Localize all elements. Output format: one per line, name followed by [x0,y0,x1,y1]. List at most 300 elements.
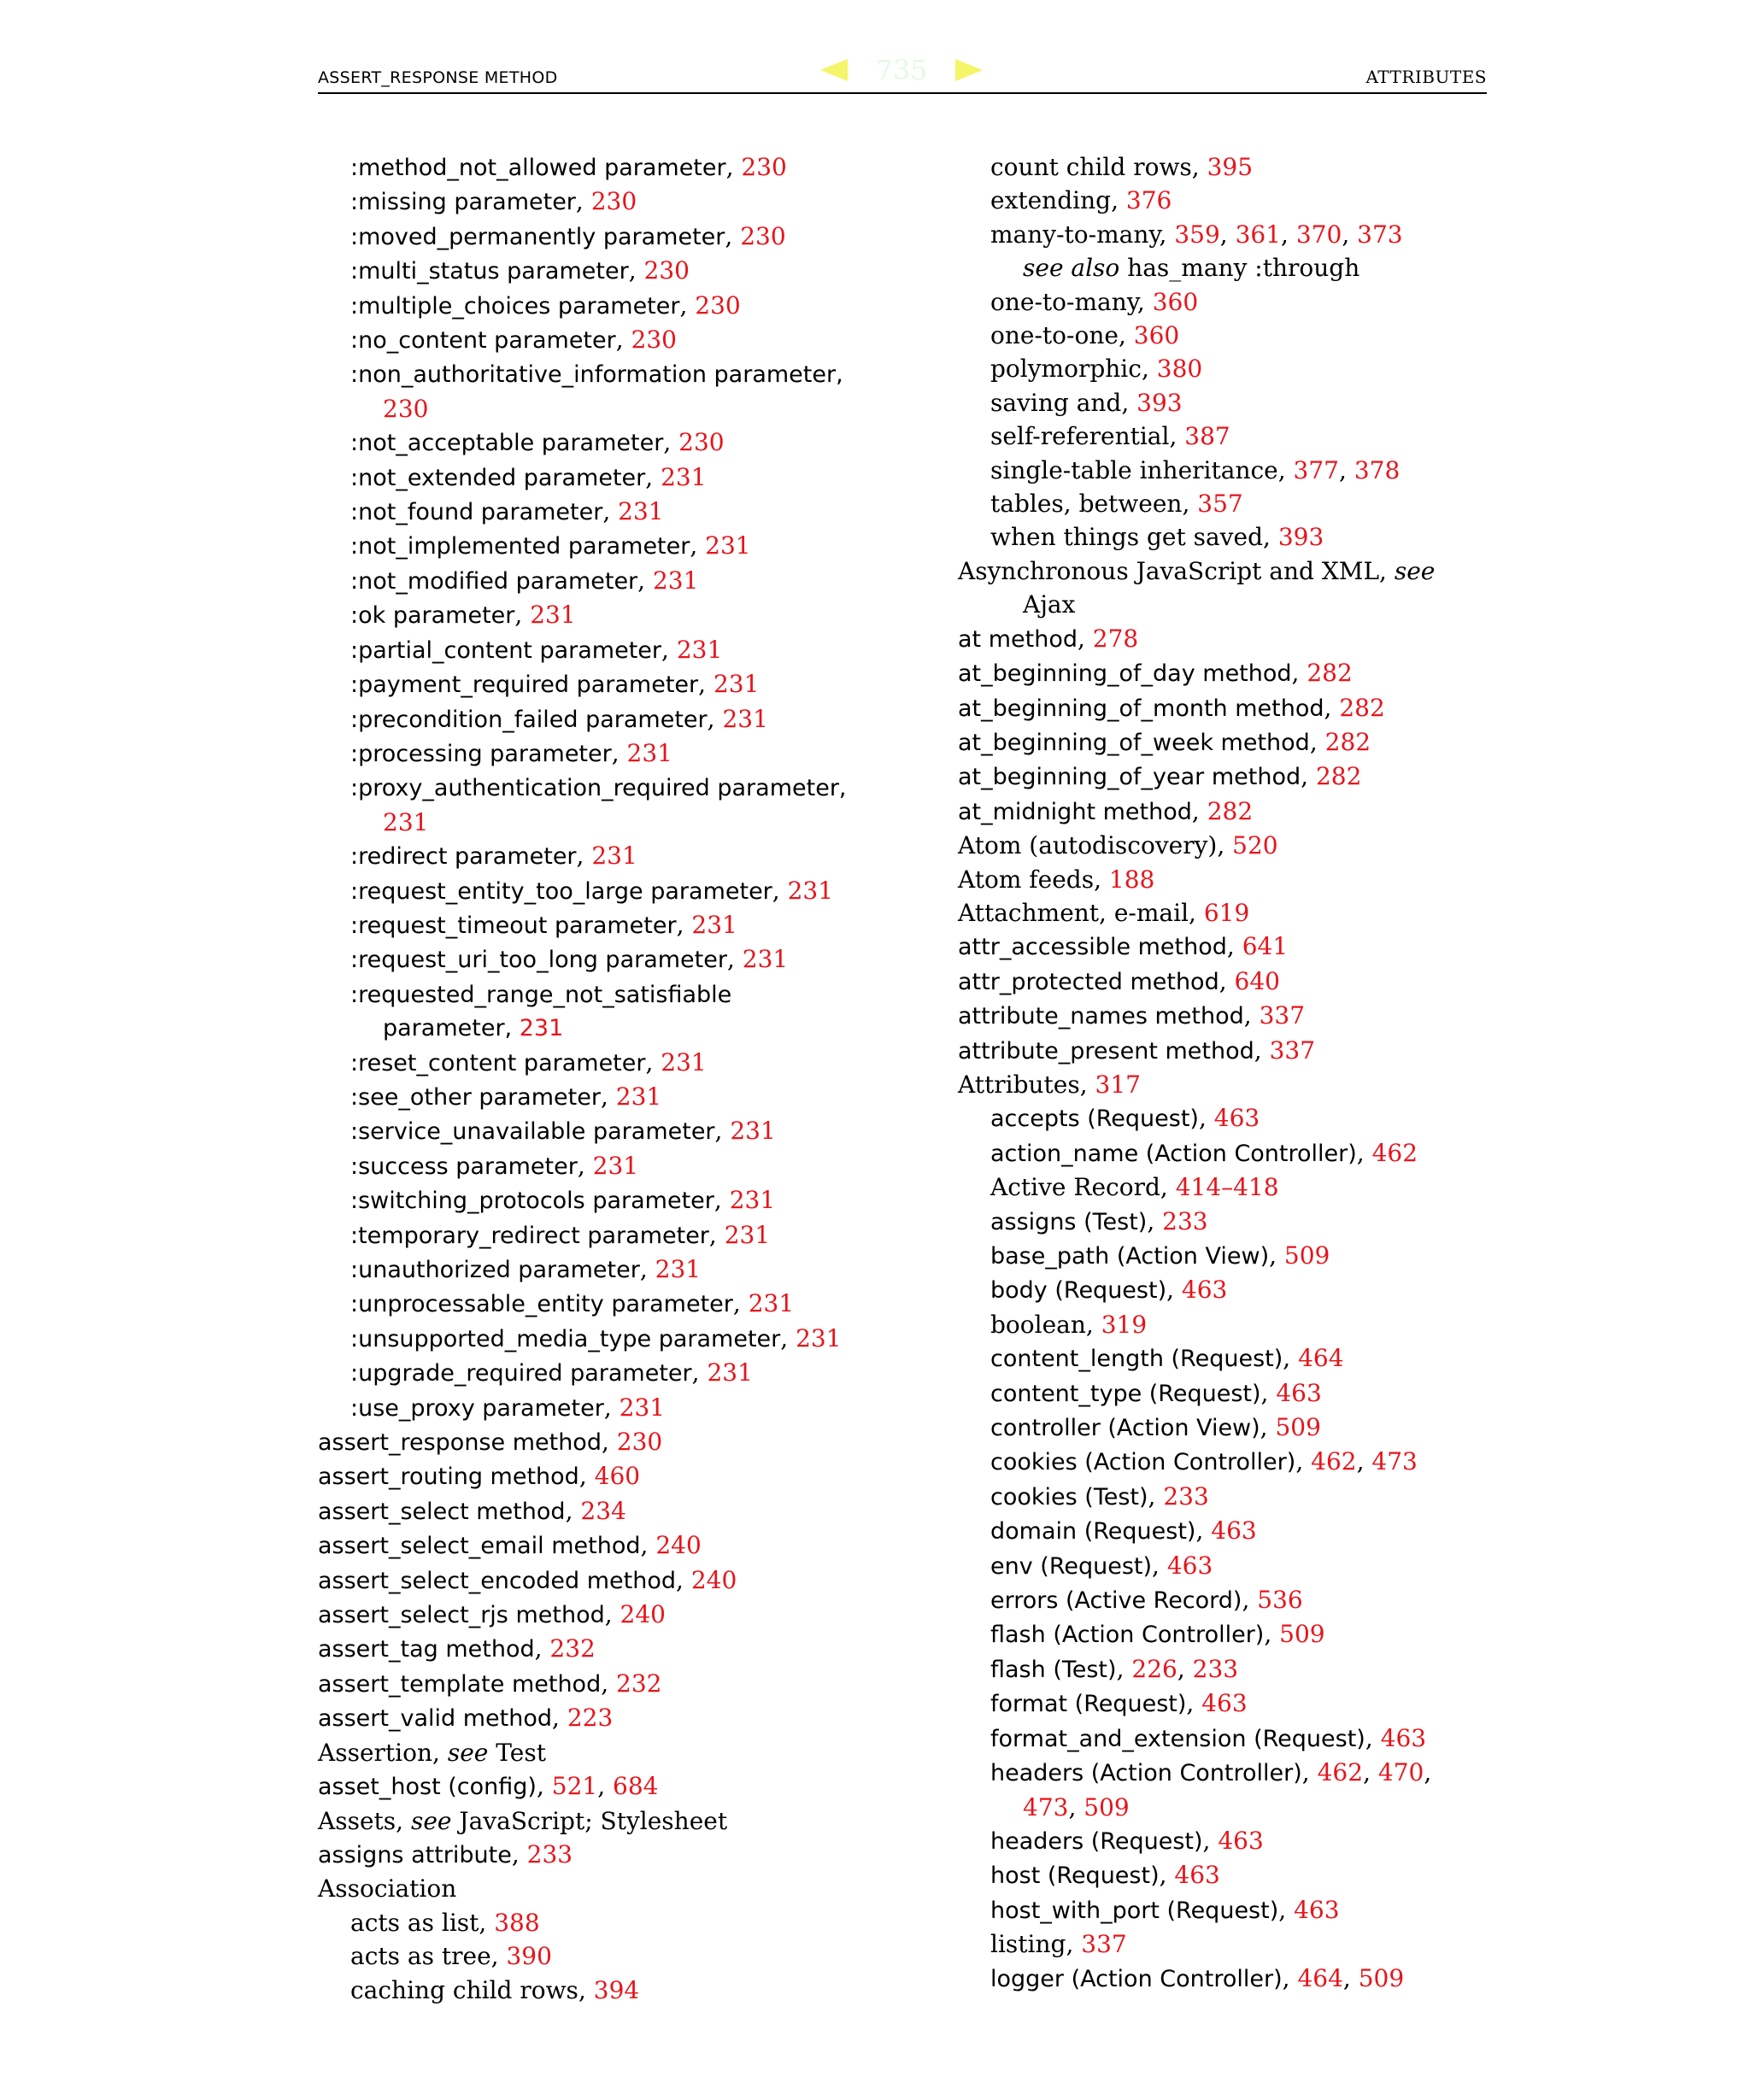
index-entry: one-to-one, 360 [990,321,1180,350]
page-reference-link[interactable]: 393 [1136,388,1183,417]
index-term: headers (Request) [990,1827,1203,1855]
index-entry [318,1804,882,1838]
page-reference-link[interactable]: 460 [594,1462,641,1491]
index-entry: base_path (Action View), 509 [990,1241,1330,1270]
index-term: :non_authoritative_information parameter, [350,361,843,389]
page-reference-link[interactable]: 463 [1276,1378,1322,1407]
index-entry: extending, 376 [990,186,1172,215]
index-entry: :missing parameter, 230 [350,187,637,216]
index-term: assert_select method [318,1498,566,1525]
index-term: :unprocessable_entity parameter [350,1291,733,1318]
page-reference-link[interactable]: 361 [1235,220,1282,249]
index-entry: at_beginning_of_month method, 282 [958,693,1385,722]
index-term: errors (Active Record) [990,1587,1242,1615]
page-reference-link[interactable]: 232 [549,1634,596,1663]
index-entry: many-to-many, 359, 361, 370, 373 [990,220,1403,249]
index-term: Attributes [958,1070,1080,1099]
page-reference-link[interactable]: 463 [1213,1104,1260,1133]
index-term: :request_entity_too_large parameter [350,877,772,905]
index-term: extending [990,186,1112,215]
page-reference-link[interactable]: 233 [1162,1206,1208,1235]
page-reference-link[interactable]: 390 [506,1942,552,1971]
index-entry: :method_not_allowed parameter, 230 [350,153,787,181]
index-entry: :processing parameter, 231 [350,738,672,767]
index-entry: Attachment, e-mail, 619 [958,898,1250,927]
index-term: :upgrade_required parameter [350,1360,692,1387]
page-reference-link[interactable]: 231 [705,531,751,560]
page-reference-link[interactable]: 684 [613,1772,659,1801]
index-entry: :see_other parameter, 231 [350,1082,662,1111]
index-entry: content_length (Request), 464 [990,1344,1344,1373]
index-entry: at_midnight method, 282 [958,796,1254,825]
index-term: flash (Action Controller) [990,1622,1265,1649]
page-reference-link[interactable]: 230 [631,326,677,355]
index-entry [318,771,882,839]
index-term: assert_valid method [318,1705,552,1733]
index-column-right [958,150,1505,1996]
page-reference-link[interactable]: 319 [1101,1310,1148,1339]
index-term: attr_protected method [958,968,1219,995]
index-term: accepts (Request) [990,1106,1199,1133]
page-number: 735 [875,54,928,86]
page-reference-link[interactable]: 377 [1293,455,1339,484]
page-reference-link[interactable]: 462 [1317,1758,1364,1787]
index-entry: boolean, 319 [990,1310,1148,1339]
index-term: :missing parameter [350,189,576,216]
index-entry: at method, 278 [958,624,1139,653]
index-term: attribute_names method [958,1003,1244,1030]
page-reference-link[interactable]: 231 [626,738,672,767]
index-term: attribute_present method [958,1037,1254,1065]
page-reference-link[interactable]: 230 [740,221,786,250]
see-reference-target[interactable]: Test [496,1738,546,1767]
index-term: Assertion, [318,1738,440,1767]
page-reference-link[interactable]: 231 [722,704,768,733]
page-reference-link[interactable]: 231 [619,1393,666,1422]
page-reference-link[interactable]: 231 [661,1047,707,1076]
index-entry: acts as tree, 390 [350,1942,552,1971]
index-term: :temporary_redirect parameter [350,1222,709,1249]
index-entry: count child rows, 395 [990,153,1254,181]
index-entry: :service_unavailable parameter, 231 [350,1117,776,1146]
page-reference-link[interactable]: 387 [1184,422,1230,451]
page-reference-link[interactable]: 388 [494,1908,540,1937]
index-entry: accepts (Request), 463 [990,1104,1260,1133]
page-reference-link[interactable]: 231 [592,1151,639,1180]
index-entry: :request_uri_too_long parameter, 231 [350,945,789,974]
index-entry: :moved_permanently parameter, 230 [350,221,786,250]
page-reference-link[interactable]: 464 [1298,1344,1344,1373]
index-term: assigns (Test) [990,1208,1148,1235]
index-entry: :unauthorized parameter, 231 [350,1255,702,1283]
page-reference-link[interactable]: 230 [383,394,429,423]
page-reference-link[interactable]: 230 [616,1428,663,1457]
index-entry: headers (Request), 463 [990,1826,1264,1855]
index-entry: format_and_extension (Request), 463 [990,1723,1427,1752]
index-term: :ok parameter [350,602,515,630]
page-reference-link[interactable]: 231 [676,635,723,664]
page-reference-link[interactable]: 226 [1131,1654,1177,1683]
page-reference-link[interactable]: 414–418 [1175,1173,1279,1202]
page-reference-link[interactable]: 462 [1311,1447,1357,1476]
index-entry: attr_accessible method, 641 [958,932,1289,961]
page-reference-link[interactable]: 231 [691,910,737,939]
index-entry: at_beginning_of_day method, 282 [958,659,1353,688]
index-term: headers (Action Controller) [990,1760,1302,1787]
page-reference-link[interactable]: 337 [1269,1035,1316,1065]
index-term: :redirect parameter [350,843,577,871]
previous-page-arrow-icon[interactable] [820,59,848,81]
page-reference-link[interactable]: 536 [1257,1586,1303,1615]
index-entry: content_type (Request), 463 [990,1378,1322,1407]
index-entry: assert_select_encoded method, 240 [318,1565,737,1594]
index-term: :request_timeout parameter [350,912,677,939]
index-term: content_length (Request) [990,1346,1283,1373]
page-reference-link[interactable]: 317 [1095,1070,1141,1099]
index-entry: :multi_status parameter, 230 [350,256,690,285]
index-term: flash (Test) [990,1656,1117,1683]
page-reference-link[interactable]: 230 [643,256,690,285]
page-reference-link[interactable]: 463 [1218,1826,1264,1855]
index-term: caching child rows [350,1975,578,2004]
page-reference-link[interactable]: 509 [1283,1241,1330,1270]
index-entry: logger (Action Controller), 464, 509 [990,1963,1405,1992]
page-reference-link[interactable]: 394 [593,1975,640,2004]
page-reference-link[interactable]: 231 [707,1358,753,1387]
page-reference-link[interactable]: 619 [1203,898,1250,927]
entry-continuation [350,392,882,425]
page-reference-link[interactable]: 240 [620,1600,666,1629]
index-term: :switching_protocols parameter [350,1188,714,1215]
entry-continuation: 473, 509 [1023,1792,1130,1821]
index-term: :success parameter [350,1153,578,1180]
index-term: format (Request) [990,1691,1187,1718]
index-entry: tables, between, 357 [990,490,1243,519]
index-term: controller (Action View) [990,1415,1260,1442]
index-entry: host (Request), 463 [990,1861,1220,1890]
entry-continuation: parameter, 231 [383,1015,564,1042]
page-reference-link[interactable]: 231 [655,1255,702,1283]
index-entry: assigns attribute, 233 [318,1839,573,1868]
index-term: :use_proxy parameter [350,1394,604,1422]
index-term: cookies (Test) [990,1483,1148,1510]
index-entry: polymorphic, 380 [990,355,1203,384]
page-reference-link[interactable]: 463 [1380,1723,1427,1752]
page-reference-link[interactable]: 373 [1357,220,1403,249]
see-reference-label: see also [1023,254,1120,283]
page-reference-link[interactable]: 509 [1279,1620,1325,1649]
index-entry: flash (Test), 226, 233 [990,1654,1239,1683]
page-reference-link[interactable]: 233 [1163,1481,1209,1510]
index-entry: acts as list, 388 [350,1908,540,1937]
index-entry: one-to-many, 360 [990,287,1199,316]
index-term: many-to-many [990,220,1160,249]
page-reference-link[interactable]: 230 [695,290,741,320]
index-term: :moved_permanently parameter [350,223,725,250]
index-term: :reset_content parameter [350,1049,646,1076]
next-page-arrow-icon[interactable] [955,59,983,81]
index-term: body (Request) [990,1277,1167,1305]
index-entry: action_name (Action Controller), 462 [990,1138,1418,1167]
index-term: format_and_extension (Request) [990,1725,1365,1752]
index-entry: :no_content parameter, 230 [350,326,677,355]
index-term: host (Request) [990,1862,1160,1890]
index-term: assert_response method [318,1429,602,1457]
index-term: :unsupported_media_type parameter [350,1325,781,1352]
page-reference-link[interactable]: 359 [1174,220,1220,249]
page-reference-link[interactable]: 463 [1211,1516,1257,1546]
index-entry: cookies (Action Controller), 462, 473 [990,1447,1418,1476]
index-entry: :not_modified parameter, 231 [350,566,699,595]
index-entry: controller (Action View), 509 [990,1413,1321,1442]
page-reference-link[interactable]: 395 [1207,153,1254,181]
page-reference-link[interactable]: 463 [1166,1551,1213,1580]
index-entry: when things get saved, 393 [990,523,1324,552]
page-reference-link[interactable]: 282 [1307,659,1353,688]
index-entry: saving and, 393 [990,388,1183,417]
page-reference-link[interactable]: 231 [787,876,834,905]
index-term: assert_tag method [318,1636,535,1663]
page-reference-link[interactable]: 231 [661,462,707,491]
index-term: action_name (Action Controller) [990,1140,1357,1167]
page-reference-link[interactable]: 233 [526,1839,573,1868]
page-reference-link[interactable]: 282 [1315,762,1362,791]
page-reference-link[interactable]: 231 [591,842,637,871]
page-reference-link[interactable]: 231 [724,1220,771,1249]
page-reference-link[interactable]: 393 [1277,523,1324,552]
index-term: :unauthorized parameter [350,1257,640,1283]
index-entry: :not_acceptable parameter, 230 [350,428,725,457]
index-entry: headers (Action Controller), 462, 470, 473, 509 [958,1756,1505,1824]
page-reference-link[interactable]: 231 [742,945,789,974]
index-term: one-to-one [990,321,1119,350]
index-entry: caching child rows, 394 [350,1975,640,2004]
page-reference-link[interactable]: 231 [615,1082,662,1111]
index-term: assigns attribute [318,1841,512,1868]
page-reference-link[interactable]: 521 [551,1772,598,1801]
index-entry: self-referential, 387 [990,422,1230,451]
see-reference-label: see [447,1738,489,1767]
index-term: :not_found parameter [350,499,603,526]
index-term: at_beginning_of_day method [958,660,1292,688]
index-entry: errors (Active Record), 536 [990,1586,1303,1615]
page-reference-link[interactable]: 234 [580,1496,626,1525]
page-reference-link[interactable]: 231 [729,1186,776,1215]
index-term: assert_select_email method [318,1533,641,1560]
page-reference-link[interactable]: 240 [655,1531,702,1560]
index-term: content_type (Request) [990,1380,1261,1407]
index-term: :partial_content parameter [350,636,662,664]
index-term: :proxy_authentication_required parameter, [350,775,847,802]
page-reference-link[interactable]: 232 [616,1669,662,1698]
index-term: self-referential [990,422,1170,451]
index-entry: assert_select_email method, 240 [318,1531,702,1560]
index-term: :service_unavailable parameter [350,1118,715,1146]
page-reference-link[interactable]: 380 [1156,355,1203,384]
index-term: :see_other parameter [350,1083,601,1111]
page-reference-link[interactable]: 282 [1339,693,1385,722]
index-entry: listing, 337 [990,1930,1127,1959]
page-reference-link[interactable]: 463 [1181,1276,1228,1305]
index-term: :request_uri_too_long parameter [350,947,727,974]
page-reference-link[interactable]: 464 [1297,1963,1343,1992]
index-term: at_beginning_of_week method [958,729,1310,756]
index-entry: Atom feeds, 188 [958,865,1155,894]
index-term: saving and [990,388,1122,417]
entry-continuation [958,588,1505,621]
index-entry: :request_entity_too_large parameter, 231 [350,876,834,905]
page-reference-link[interactable]: 640 [1234,966,1280,995]
page-reference-link[interactable]: 231 [713,670,760,699]
page-reference-link[interactable]: 376 [1125,186,1172,215]
index-entry: Active Record, 414–418 [990,1173,1279,1202]
index-entry [958,251,1505,284]
index-term: assert_select_rjs method [318,1602,605,1629]
index-entry: :payment_required parameter, 231 [350,670,760,699]
index-entry: at_beginning_of_year method, 282 [958,762,1362,791]
see-reference-target[interactable]: Ajax [1023,590,1076,619]
index-term: tables, between [990,490,1183,519]
page-reference-link[interactable]: 463 [1201,1689,1248,1718]
page-reference-link[interactable]: 462 [1371,1138,1418,1167]
page-reference-link[interactable]: 278 [1092,624,1139,653]
page-reference-link[interactable]: 223 [567,1704,614,1733]
page-reference-link[interactable]: 231 [796,1323,842,1352]
page-reference-link[interactable]: 509 [1275,1413,1321,1442]
index-entry: :ok parameter, 231 [350,601,576,630]
index-entry: assert_select method, 234 [318,1496,626,1525]
index-term: Assets, [318,1806,404,1835]
index-entry: assert_routing method, 460 [318,1462,641,1491]
see-reference-label: see [410,1806,452,1835]
page-reference-link[interactable]: 509 [1083,1792,1130,1821]
page-reference-link[interactable]: 240 [690,1565,737,1594]
index-entry: flash (Action Controller), 509 [990,1620,1325,1649]
see-reference-target[interactable]: has_many :through [1127,254,1360,283]
page-reference-link[interactable]: 509 [1358,1963,1405,1992]
page-reference-link[interactable]: 230 [741,153,787,181]
index-term: at_midnight method [958,798,1192,825]
index-entry: single-table inheritance, 377, 378 [990,455,1401,484]
index-entry: attribute_present method, 337 [958,1035,1316,1065]
page-reference-link[interactable]: 231 [652,566,699,595]
page-reference-link[interactable]: 520 [1232,831,1278,860]
index-entry [318,1872,882,1905]
page-navigation [820,53,983,87]
page-reference-link[interactable]: 231 [618,497,664,526]
index-term: :not_acceptable parameter [350,430,664,457]
header-left-title: ASSERT_RESPONSE METHOD [318,68,558,87]
index-term: :multiple_choices parameter [350,292,680,320]
index-term: Association [318,1874,457,1903]
index-term-continuation: parameter [383,1015,505,1042]
index-term: count child rows [990,153,1192,181]
page-reference-link[interactable]: 641 [1242,932,1289,961]
page-reference-link[interactable]: 231 [730,1117,776,1146]
index-entry: cookies (Test), 233 [990,1481,1209,1510]
page-reference-link[interactable]: 360 [1152,287,1199,316]
index-term: at_beginning_of_year method [958,764,1301,791]
page-reference-link[interactable]: 231 [519,1015,564,1042]
page-reference-link[interactable]: 231 [530,601,576,630]
index-entry: assert_tag method, 232 [318,1634,596,1663]
index-entry: assert_response method, 230 [318,1428,663,1457]
page-reference-link[interactable]: 360 [1133,321,1180,350]
page-reference-link[interactable]: 231 [748,1289,795,1318]
index-term: Atom feeds [958,865,1095,894]
index-term: Active Record [990,1173,1160,1202]
index-term: domain (Request) [990,1518,1196,1546]
index-entry: :partial_content parameter, 231 [350,635,723,664]
page-reference-link[interactable]: 378 [1354,455,1401,484]
index-entry: :redirect parameter, 231 [350,842,637,871]
index-entry: env (Request), 463 [990,1551,1213,1580]
page-reference-link[interactable]: 230 [590,187,637,216]
index-entry: :multiple_choices parameter, 230 [350,290,741,320]
index-entry: :switching_protocols parameter, 231 [350,1186,776,1215]
index-entry: :unsupported_media_type parameter, 231 [350,1323,842,1352]
index-term: assert_select_encoded method [318,1567,677,1594]
index-entry: format (Request), 463 [990,1689,1248,1718]
page-reference-link[interactable]: 188 [1108,865,1155,894]
index-term: host_with_port (Request) [990,1897,1279,1924]
entry-continuation [350,806,882,839]
index-term: acts as list [350,1908,479,1937]
index-term: :no_content parameter [350,327,616,355]
page-reference-link[interactable]: 282 [1207,796,1254,825]
index-column-left [318,150,882,2007]
index-term: acts as tree [350,1942,491,1971]
page-reference-link[interactable]: 473 [1023,1792,1069,1821]
index-entry: :request_timeout parameter, 231 [350,910,737,939]
index-entry: :not_implemented parameter, 231 [350,531,751,560]
index-entry [958,554,1505,622]
index-term: one-to-many [990,287,1137,316]
index-entry: assigns (Test), 233 [990,1206,1208,1235]
index-term: :requested_range_not_satisfiable [350,981,732,1008]
index-term: assert_routing method [318,1464,579,1491]
index-term: attr_accessible method [958,934,1227,961]
page-reference-link[interactable]: 337 [1081,1930,1127,1959]
index-entry: at_beginning_of_week method, 282 [958,727,1371,756]
index-entry: :precondition_failed parameter, 231 [350,704,768,733]
index-entry: asset_host (config), 521, 684 [318,1772,659,1801]
page-reference-link[interactable]: 357 [1197,490,1243,519]
index-term: :not_extended parameter [350,464,646,491]
index-term: logger (Action Controller) [990,1965,1283,1992]
page-reference-link[interactable]: 470 [1377,1758,1424,1787]
page-reference-link[interactable]: 230 [678,428,725,457]
index-term: :precondition_failed parameter [350,706,708,733]
page-reference-link[interactable]: 473 [1371,1447,1418,1476]
index-entry: attribute_names method, 337 [958,1001,1306,1030]
page-reference-link[interactable]: 282 [1324,727,1371,756]
index-entry: assert_template method, 232 [318,1669,662,1698]
page-reference-link[interactable]: 463 [1174,1861,1220,1890]
see-reference-target[interactable]: JavaScript; Stylesheet [459,1806,728,1835]
page-reference-link[interactable]: 370 [1295,220,1342,249]
index-entry [318,357,882,425]
index-term: Atom (autodiscovery) [958,831,1218,860]
page-reference-link[interactable]: 233 [1192,1654,1239,1683]
page-reference-link[interactable]: 231 [383,807,429,836]
page-reference-link[interactable]: 337 [1259,1001,1306,1030]
page-reference-link[interactable]: 463 [1294,1895,1340,1924]
index-term: :multi_status parameter [350,258,629,285]
index-term: Attachment, e-mail [958,898,1189,927]
index-entry: Attributes, 317 [958,1070,1141,1099]
index-term: asset_host (config) [318,1774,537,1801]
